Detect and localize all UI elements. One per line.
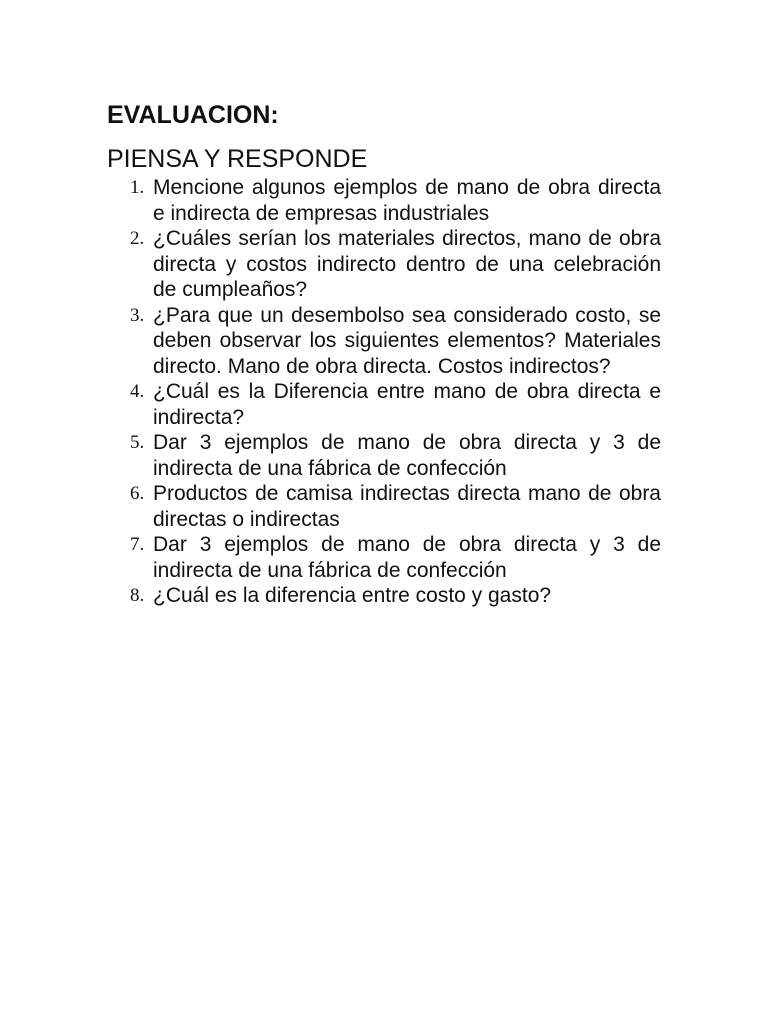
question-number: 3.: [130, 304, 145, 326]
question-item-1: [130, 175, 661, 226]
section-subtitle: PIENSA Y RESPONDE: [107, 145, 368, 173]
question-text: Mencione algunos ejemplos de mano de obra directa e indirecta de empresas industriales: [153, 176, 661, 225]
question-item-6: [130, 481, 661, 532]
question-item-7: [130, 532, 661, 583]
question-text: ¿Cuál es la Diferencia entre mano de obra directa e indirecta?: [153, 380, 661, 429]
question-text: Productos de camisa indirectas directa mano de obra directas o indirectas: [153, 482, 661, 531]
page-title: EVALUACION:: [107, 101, 279, 129]
question-number: 7.: [130, 534, 145, 555]
question-item-4: [130, 379, 661, 430]
question-text: ¿Cuál es la diferencia entre costo y gasto?: [153, 584, 552, 607]
question-item-3: [130, 303, 661, 380]
question-number: 6.: [130, 483, 145, 504]
question-number: 2.: [130, 228, 145, 249]
question-text: ¿Cuáles serían los materiales directos, mano de obra directa y costos indirecto dentro de una celebración de cumpleaños?: [153, 227, 661, 301]
question-number: 5.: [130, 432, 145, 453]
question-number: 1.: [130, 177, 145, 198]
question-item-8: [130, 583, 661, 609]
question-text: ¿Para que un desembolso sea considerado costo, se deben observar los siguientes elementos? Materiales directo. Mano de obra directa. Costos indirectos?: [153, 303, 661, 378]
question-number: 4.: [130, 381, 145, 402]
question-text: Dar 3 ejemplos de mano de obra directa y 3 de indirecta de una fábrica de confección: [153, 533, 661, 582]
question-list: [130, 175, 661, 609]
question-number: 8.: [130, 585, 145, 606]
question-item-5: [130, 430, 661, 481]
question-text: Dar 3 ejemplos de mano de obra directa y 3 de indirecta de una fábrica de confección: [153, 431, 661, 480]
question-item-2: [130, 226, 661, 303]
